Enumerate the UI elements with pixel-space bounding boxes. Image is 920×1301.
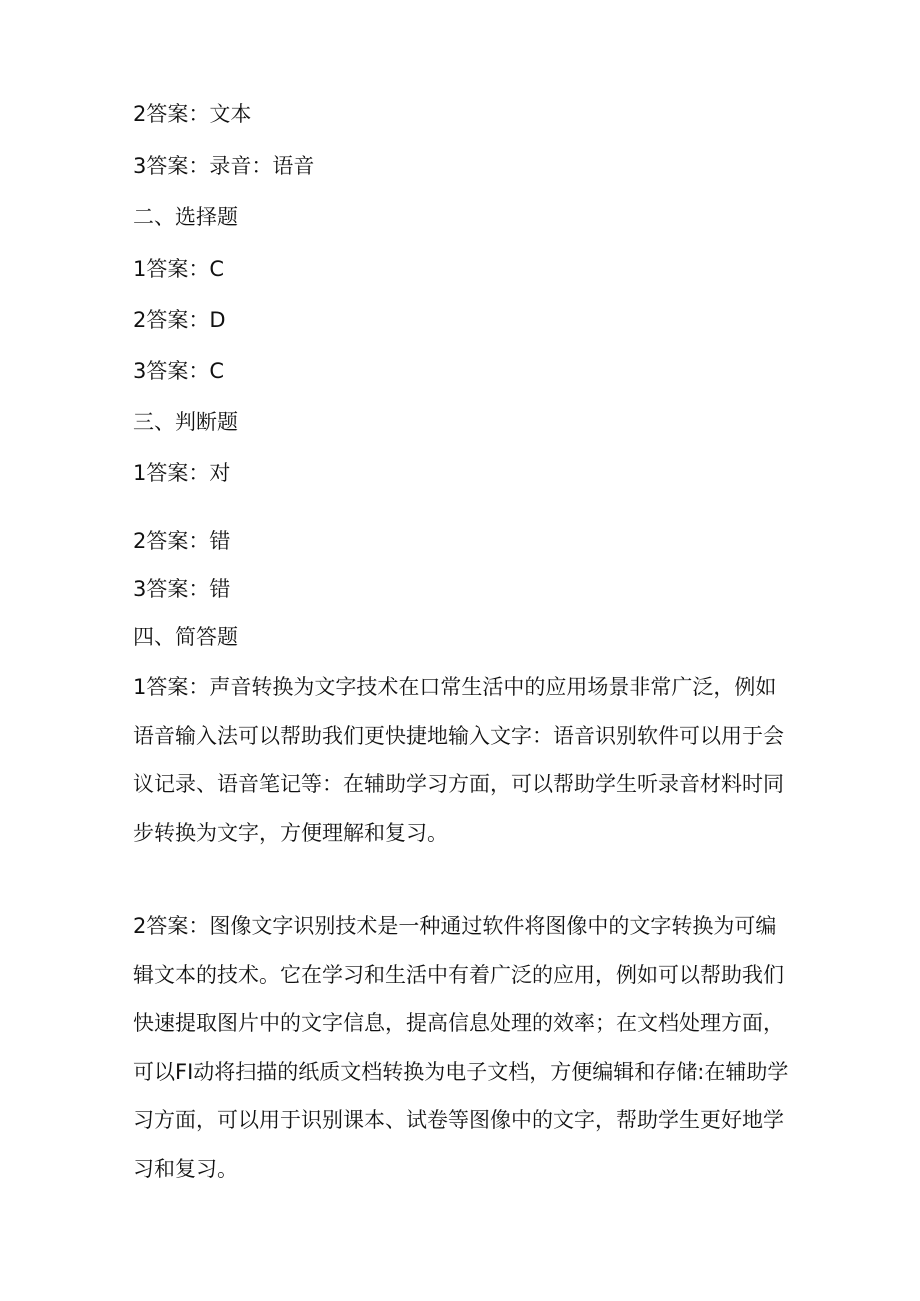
answer-choice-3: 3答案：C: [133, 359, 225, 383]
section-heading-judgment: 三、判断题: [133, 410, 238, 434]
answer-judgment-2: 2答案：错: [133, 529, 231, 553]
answer-choice-2: 2答案：D: [133, 308, 226, 332]
answer-choice-1: 1答案：C: [133, 257, 225, 281]
answer-judgment-1: 1答案：对: [133, 461, 231, 485]
section-heading-short-answer: 四、简答题: [133, 625, 238, 649]
answer-judgment-3: 3答案：错: [133, 577, 231, 601]
answer-fill-2: 2答案：文本: [133, 102, 252, 126]
section-heading-choice: 二、选择题: [133, 205, 238, 229]
short-answer-2: 2答案：图像文字识别技术是一种通过软件将图像中的文字转换为可编辑文本的技术。它在学习和生活中有着广泛的应用，例如可以帮助我们快速提取图片中的文字信息，提高信息处理的效率；在文档处理方面，可以FI动将扫描的纸质文档转换为电子文档，方便编辑和存储:在辅助学习方面，可以用于识别课本、试卷等图像中的文字，帮助学生更好地学习和复习。: [133, 914, 789, 1181]
answer-fill-3: 3答案：录音：语音: [133, 154, 315, 178]
short-answer-1: 1答案：声音转换为文字技术在口常生活中的应用场景非常广泛，例如语音输入法可以帮助我们更快捷地输入文字：语音识别软件可以用于会议记录、语音笔记等：在辅助学习方面，可以帮助学生听录音材料时同步转换为文字，方便理解和复习。: [133, 675, 784, 845]
